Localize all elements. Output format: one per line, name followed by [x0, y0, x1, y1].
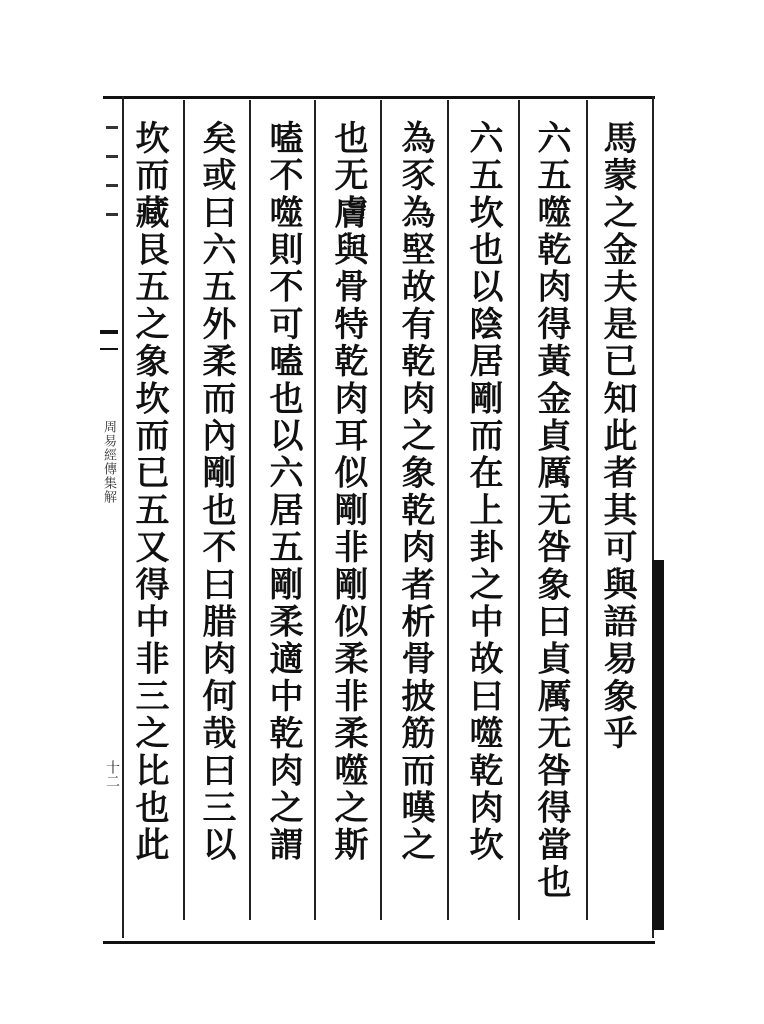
page-edge-shadow: [652, 560, 664, 930]
text-column: 也无膚與骨特乾肉耳似剛非剛似柔非柔噬之斯: [328, 120, 368, 864]
text-column: 六五噬乾肉得黃金貞厲无咎象曰貞厲无咎得當也: [531, 120, 571, 902]
text-column: 六五坎也以陰居剛而在上卦之中故曰噬乾肉坎: [463, 120, 503, 864]
text-column: 矣或曰六五外柔而內剛也不曰腊肉何哉曰三以: [196, 120, 236, 864]
column-rule: [447, 100, 449, 920]
banxin-margin: [102, 320, 120, 920]
text-column: 為豕為堅故有乾肉之象乾肉者析骨披筋而暵之: [395, 120, 435, 864]
text-column: 嗑不噬則不可嗑也以六居五剛柔適中乾肉之謂: [263, 120, 303, 864]
page-number: 十二: [104, 760, 120, 788]
page-frame: [103, 96, 655, 944]
column-rule: [249, 100, 251, 920]
banxin-top-marks: [106, 100, 120, 320]
column-rule: [586, 100, 588, 920]
column-rule: [518, 100, 520, 920]
column-rule: [314, 100, 316, 920]
text-column: 馬蒙之金夫是已知此者其可與語易象乎: [597, 120, 637, 753]
book-title: 周易經傳集解: [101, 420, 116, 504]
text-column: 坎而藏艮五之象坎而已五又得中非三之比也此: [129, 120, 169, 864]
column-rule: [380, 100, 382, 920]
column-rule: [122, 96, 124, 938]
column-rule: [183, 100, 185, 920]
